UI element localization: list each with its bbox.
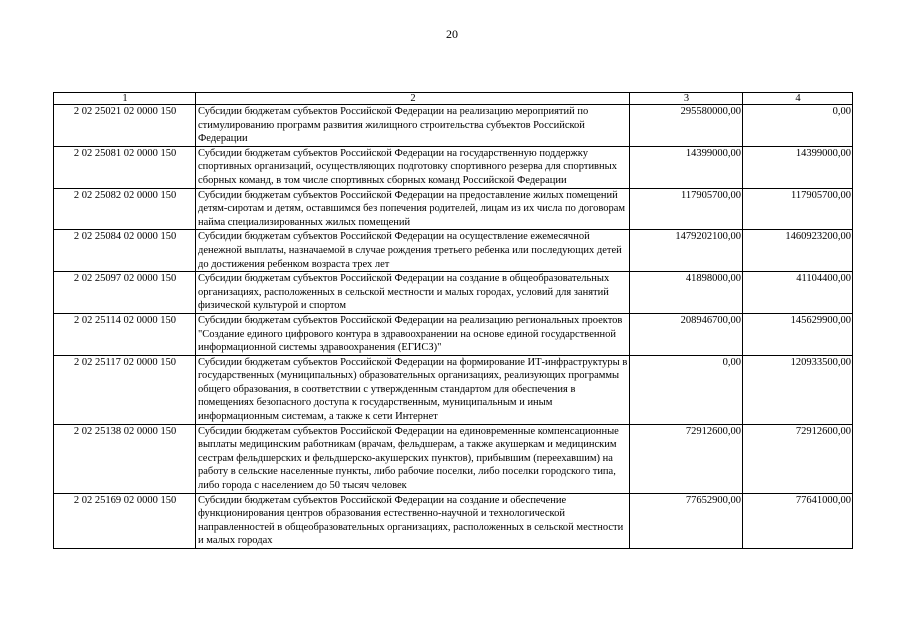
budget-code: 2 02 25082 02 0000 150 bbox=[54, 188, 196, 230]
header-col-1: 1 bbox=[54, 93, 196, 105]
budget-code: 2 02 25117 02 0000 150 bbox=[54, 355, 196, 424]
amount-col-3: 1479202100,00 bbox=[630, 230, 743, 272]
table-row bbox=[54, 424, 853, 493]
table-body bbox=[54, 105, 853, 549]
amount-col-4: 77641000,00 bbox=[743, 493, 853, 548]
budget-code: 2 02 25081 02 0000 150 bbox=[54, 146, 196, 188]
amount-col-4: 41104400,00 bbox=[743, 272, 853, 314]
header-col-2: 2 bbox=[196, 93, 630, 105]
budget-code: 2 02 25021 02 0000 150 bbox=[54, 105, 196, 147]
item-description: Субсидии бюджетам субъектов Российской Федерации на реализацию мероприятий по стимулированию программ развития жилищного строительства субъектов Российской Федерации bbox=[196, 105, 630, 147]
amount-col-4: 14399000,00 bbox=[743, 146, 853, 188]
header-row bbox=[54, 93, 853, 105]
amount-col-4: 1460923200,00 bbox=[743, 230, 853, 272]
amount-col-4: 72912600,00 bbox=[743, 424, 853, 493]
amount-col-3: 117905700,00 bbox=[630, 188, 743, 230]
amount-col-4: 117905700,00 bbox=[743, 188, 853, 230]
amount-col-3: 0,00 bbox=[630, 355, 743, 424]
header-col-4: 4 bbox=[743, 93, 853, 105]
amount-col-3: 77652900,00 bbox=[630, 493, 743, 548]
item-description: Субсидии бюджетам субъектов Российской Федерации на создание и обеспечение функционирования центров образования естественно-научной и технологической направленностей в общеобразовательных организациях, расположенных в сельской местности и малых городах bbox=[196, 493, 630, 548]
amount-col-3: 208946700,00 bbox=[630, 313, 743, 355]
table-row bbox=[54, 313, 853, 355]
item-description: Субсидии бюджетам субъектов Российской Федерации на реализацию региональных проектов "Создание единого цифрового контура в здравоохранении на основе единой государственной информационной системы здравоохранения (ЕГИСЗ)" bbox=[196, 313, 630, 355]
table-row bbox=[54, 230, 853, 272]
amount-col-3: 41898000,00 bbox=[630, 272, 743, 314]
table-row bbox=[54, 355, 853, 424]
header-col-3: 3 bbox=[630, 93, 743, 105]
item-description: Субсидии бюджетам субъектов Российской Федерации на государственную поддержку спортивных организаций, осуществляющих подготовку спортивного резерва для спортивных сборных команд, в том числе спортивных сборных команд Российской Федерации bbox=[196, 146, 630, 188]
budget-code: 2 02 25169 02 0000 150 bbox=[54, 493, 196, 548]
item-description: Субсидии бюджетам субъектов Российской Федерации на осуществление ежемесячной денежной выплаты, назначаемой в случае рождения третьего ребенка или последующих детей до достижения ребенком возраста трех лет bbox=[196, 230, 630, 272]
item-description: Субсидии бюджетам субъектов Российской Федерации на предоставление жилых помещений детям-сиротам и детям, оставшимся без попечения родителей, лицам из их числа по договорам найма специализированных жилых помещений bbox=[196, 188, 630, 230]
item-description: Субсидии бюджетам субъектов Российской Федерации на единовременные компенсационные выплаты медицинским работникам (врачам, фельдшерам, а также акушеркам и медицинским сестрам фельдшерских и фельдшерско-акушерских пунктов), прибывшим (переехавшим) на работу в сельские населенные пункты, либо рабочие поселки, либо поселки городского типа, либо города с населением до 50 тысяч человек bbox=[196, 424, 630, 493]
amount-col-3: 72912600,00 bbox=[630, 424, 743, 493]
budget-code: 2 02 25114 02 0000 150 bbox=[54, 313, 196, 355]
table-row bbox=[54, 105, 853, 147]
page-number: 20 bbox=[446, 27, 458, 41]
table-row bbox=[54, 146, 853, 188]
amount-col-4: 120933500,00 bbox=[743, 355, 853, 424]
budget-code: 2 02 25097 02 0000 150 bbox=[54, 272, 196, 314]
item-description: Субсидии бюджетам субъектов Российской Федерации на создание в общеобразовательных организациях, расположенных в сельской местности и малых городах, условий для занятий физической культурой и спортом bbox=[196, 272, 630, 314]
amount-col-4: 145629900,00 bbox=[743, 313, 853, 355]
item-description: Субсидии бюджетам субъектов Российской Федерации на формирование ИТ-инфраструктуры в государственных (муниципальных) образовательных организациях, реализующих программы общего образования, в соответствии с утвержденным стандартом для обеспечения в помещениях безопасного доступа к государственным, муниципальным и иным информационным системам, а также к сети Интернет bbox=[196, 355, 630, 424]
budget-table bbox=[53, 92, 853, 549]
amount-col-3: 14399000,00 bbox=[630, 146, 743, 188]
table-row bbox=[54, 188, 853, 230]
budget-code: 2 02 25138 02 0000 150 bbox=[54, 424, 196, 493]
table-row bbox=[54, 272, 853, 314]
amount-col-4: 0,00 bbox=[743, 105, 853, 147]
amount-col-3: 295580000,00 bbox=[630, 105, 743, 147]
table-row bbox=[54, 493, 853, 548]
table-header bbox=[54, 93, 853, 105]
budget-code: 2 02 25084 02 0000 150 bbox=[54, 230, 196, 272]
